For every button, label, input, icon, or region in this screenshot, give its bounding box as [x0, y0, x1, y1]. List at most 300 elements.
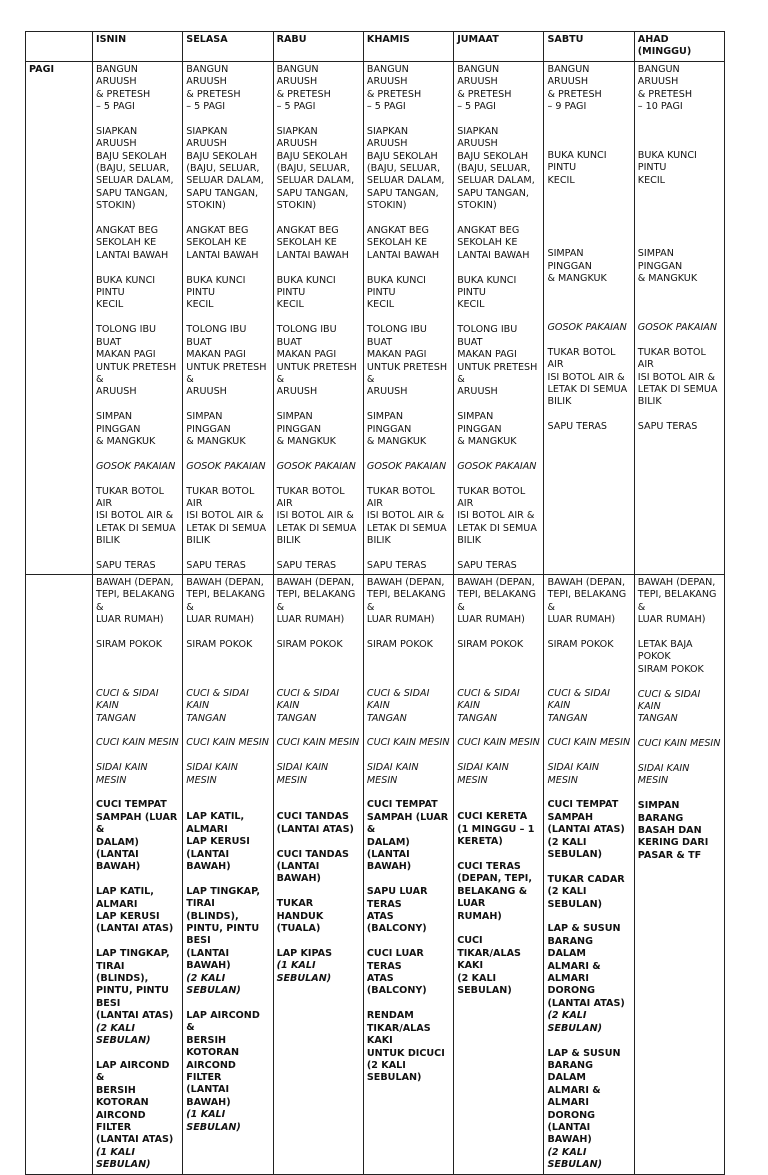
task-line: SAMPAH — [547, 811, 593, 823]
task-item — [638, 800, 721, 862]
task-line: SIMPAN PINGGAN — [547, 248, 592, 272]
task-line: KERETA) — [457, 836, 503, 848]
task-item — [186, 126, 269, 213]
task-item — [186, 225, 269, 262]
task-item — [96, 577, 179, 627]
continued-row — [26, 575, 725, 1175]
task-line: GOSOK PAKAIAN — [637, 322, 718, 334]
task-item — [186, 639, 269, 651]
task-item — [96, 126, 179, 213]
task-item — [457, 737, 540, 749]
task-line: LANTAI BAWAH — [186, 249, 259, 261]
task-line: RUMAH) — [457, 910, 502, 922]
task-line: & PRETESH — [96, 88, 151, 100]
task-item — [277, 688, 360, 725]
task-item — [277, 737, 360, 749]
task-line: (LANTAI BAWAH) — [96, 849, 141, 873]
task-line: TUKAR CADAR — [547, 873, 625, 885]
task-line: LUAR RUMAH) — [457, 614, 525, 626]
task-line: TOLONG IBU BUAT — [186, 324, 247, 348]
task-item — [186, 886, 269, 998]
task-line: – 10 PAGI — [637, 101, 683, 113]
task-line: SIRAM POKOK — [366, 639, 433, 651]
task-item — [547, 1048, 630, 1172]
task-line: SAPU TANGAN, — [96, 187, 168, 199]
task-item — [457, 275, 540, 312]
task-line: DALAM) — [366, 836, 410, 848]
task-line: LANTAI BAWAH — [96, 249, 169, 261]
task-line: BANGUN ARUUSH — [186, 63, 229, 88]
task-line: BANGUN ARUUSH — [637, 63, 680, 88]
task-line: BERSIH KOTORAN — [186, 1034, 239, 1059]
task-line: & MANGKUK — [637, 273, 698, 285]
task-line: BAWAH (DEPAN, — [637, 577, 716, 588]
task-line: SAPU TANGAN, — [366, 187, 439, 199]
task-line: BERSIH KOTORAN — [96, 1084, 149, 1109]
task-line: MAKAN PAGI — [96, 349, 156, 361]
task-item — [457, 560, 540, 572]
task-line: LAP & SUSUN — [547, 1047, 621, 1059]
task-line: ALMARI & ALMARI — [547, 1084, 601, 1109]
task-line: DORONG — [547, 985, 596, 997]
task-line: GOSOK PAKAIAN — [547, 322, 627, 334]
task-item — [277, 461, 360, 473]
task-line: (BAJU, SELUAR, — [186, 163, 260, 175]
task-line: – 5 PAGI — [366, 101, 406, 113]
task-line: LETAK DI SEMUA — [366, 522, 447, 534]
task-line: – 9 PAGI — [547, 101, 587, 113]
task-item — [547, 577, 630, 627]
task-line: BILIK — [457, 535, 482, 547]
task-line: ANGKAT BEG — [366, 225, 429, 237]
task-line: (2 KALI SEBULAN) — [547, 1146, 603, 1171]
task-line: DALAM) — [96, 836, 139, 848]
task-line: DORONG — [547, 1109, 596, 1121]
task-item — [457, 639, 540, 651]
task-line: SEKOLAH KE — [186, 237, 247, 249]
task-line: BAJU SEKOLAH — [366, 150, 438, 162]
task-item — [277, 64, 360, 114]
task-line: BAWAH (DEPAN, — [547, 577, 626, 588]
task-line: GOSOK PAKAIAN — [96, 460, 176, 472]
task-item — [367, 126, 450, 213]
task-item — [96, 688, 179, 725]
task-line: SIMPAN PINGGAN — [457, 411, 502, 435]
task-line: BILIK — [96, 535, 120, 547]
task-line: GOSOK PAKAIAN — [457, 460, 537, 472]
task-line: SIDAI KAIN MESIN — [637, 763, 690, 787]
task-line: SIDAI KAIN MESIN — [276, 762, 329, 786]
header-day-selasa: SELASA — [183, 32, 273, 62]
task-line: BAWAH (DEPAN, — [366, 577, 445, 588]
task-item — [186, 737, 269, 749]
task-line: LAP AIRCOND & — [96, 1059, 170, 1084]
task-item — [457, 64, 540, 114]
task-line: (LANTAI ATAS) — [547, 997, 625, 1009]
task-line: CUCI TIKAR/ALAS — [457, 935, 521, 959]
task-line: CUCI & SIDAI KAIN — [547, 687, 611, 712]
task-line: (1 KALI SEBULAN) — [186, 1109, 241, 1133]
task-line: SIMPAN PINGGAN — [637, 248, 683, 272]
day-cell — [93, 61, 183, 575]
task-line: SIDAI KAIN MESIN — [457, 762, 509, 786]
task-item — [96, 737, 179, 749]
task-line: TEPI, BELAKANG & — [547, 589, 627, 613]
task-line: TUKAR BOTOL AIR — [547, 346, 616, 371]
task-line: CUCI TEMPAT — [547, 799, 619, 811]
task-line: (BAJU, SELUAR, — [96, 163, 170, 175]
task-line: SIRAM POKOK — [547, 639, 614, 651]
task-line: SEKOLAH KE — [96, 237, 157, 249]
task-line: LUAR RUMAH) — [186, 614, 254, 626]
day-cell — [544, 61, 634, 575]
task-line: STOKIN) — [276, 200, 317, 212]
task-line: SIRAM POKOK — [637, 663, 704, 675]
task-line: GOSOK PAKAIAN — [276, 460, 356, 472]
task-line: ANGKAT BEG — [96, 225, 159, 237]
task-line: (LANTAI ATAS) — [96, 1134, 174, 1146]
task-line: SIMPAN PINGGAN — [276, 411, 321, 435]
task-item — [457, 411, 540, 448]
task-item — [638, 689, 721, 726]
header-day-isnin: ISNIN — [93, 32, 183, 62]
task-line: LETAK DI SEMUA — [276, 522, 357, 534]
task-line: ISI BOTOL AIR & — [276, 510, 354, 522]
task-line: (2 KALI SEBULAN) — [547, 836, 603, 861]
task-line: LAP KERUSI — [96, 911, 160, 923]
task-item — [638, 64, 721, 114]
task-line: BAJU SEKOLAH — [457, 150, 529, 162]
task-line: (BAJU, SELUAR, — [366, 163, 441, 175]
task-line: TEPI, BELAKANG & — [96, 589, 175, 613]
task-line: KECIL — [186, 299, 214, 311]
task-line: (2 KALI SEBULAN) — [96, 1022, 151, 1047]
task-item — [638, 347, 721, 409]
task-item — [367, 948, 450, 998]
task-line: LANTAI BAWAH — [366, 249, 440, 261]
task-item — [96, 275, 179, 312]
task-item — [367, 737, 450, 749]
task-line: SAPU TANGAN, — [276, 187, 349, 199]
task-line: TOLONG IBU BUAT — [276, 324, 337, 348]
task-line: CUCI KAIN MESIN — [96, 737, 179, 749]
task-line: ISI BOTOL AIR & — [637, 371, 715, 383]
day-cell — [634, 575, 724, 1175]
task-line: AIRCOND FILTER — [186, 1059, 236, 1083]
task-item — [367, 486, 450, 548]
task-line: CUCI KAIN MESIN — [186, 737, 269, 749]
task-line: LUAR RUMAH) — [637, 614, 706, 626]
task-item — [367, 225, 450, 262]
task-line: SIMPAN BARANG — [637, 800, 684, 824]
task-line: TANGAN — [457, 712, 498, 724]
task-line: ISI BOTOL AIR & — [366, 510, 445, 522]
task-line: & MANGKUK — [457, 435, 517, 447]
task-line: LAP TINGKAP, — [186, 885, 260, 897]
task-item — [277, 577, 360, 627]
task-line: (2 KALI SEBULAN) — [547, 1010, 603, 1034]
task-item — [186, 811, 269, 873]
task-line: SELUAR DALAM, — [186, 175, 264, 187]
task-line: SELUAR DALAM, — [366, 175, 445, 187]
task-item — [367, 886, 450, 936]
task-line: (LANTAI BAWAH) — [547, 1121, 592, 1146]
task-line: (LANTAI BAWAH) — [366, 849, 412, 873]
pagi-row — [26, 61, 725, 575]
task-item — [547, 248, 630, 285]
task-item — [367, 411, 450, 448]
task-line: SIAPKAN ARUUSH — [457, 125, 499, 150]
task-line: BILIK — [547, 396, 572, 408]
task-item — [277, 898, 360, 935]
task-line: LUAR RUMAH) — [547, 614, 616, 626]
task-line: LAP KATIL, — [96, 886, 154, 898]
task-item — [457, 324, 540, 398]
day-cell — [634, 61, 724, 575]
task-item — [96, 324, 179, 398]
task-line: BUKA KUNCI PINTU — [96, 274, 156, 299]
task-line: TANGAN — [186, 712, 227, 724]
task-line: – 5 PAGI — [276, 101, 316, 113]
task-item — [186, 688, 269, 725]
task-line: CUCI KAIN MESIN — [276, 737, 360, 749]
task-line: BILIK — [186, 535, 211, 547]
task-line: CUCI TANDAS — [276, 848, 349, 860]
task-item — [638, 150, 721, 187]
task-item — [96, 948, 179, 1047]
task-item — [186, 762, 269, 787]
task-line: ISI BOTOL AIR & — [186, 510, 264, 522]
task-item — [367, 639, 450, 651]
task-line: STOKIN) — [457, 200, 497, 212]
task-item — [96, 461, 179, 473]
task-item — [277, 411, 360, 448]
task-line: MAKAN PAGI — [276, 349, 337, 361]
task-item — [547, 923, 630, 1035]
task-line: BANGUN ARUUSH — [366, 63, 409, 88]
task-line: STOKIN) — [186, 200, 226, 212]
task-item — [547, 762, 630, 787]
task-line: CUCI TANDAS — [276, 811, 349, 823]
task-line: LETAK DI SEMUA — [637, 384, 718, 396]
task-item — [277, 762, 360, 787]
task-item — [96, 799, 179, 873]
task-item — [638, 248, 721, 285]
task-line: (LANTAI ATAS) — [96, 1010, 174, 1022]
task-item — [96, 560, 179, 572]
task-item — [457, 861, 540, 923]
task-item — [367, 560, 450, 572]
task-line: (LANTAI ATAS) — [96, 923, 174, 935]
task-line: BANGUN ARUUSH — [96, 63, 138, 88]
task-line: LANTAI BAWAH — [457, 249, 530, 261]
task-line: BUKA KUNCI PINTU — [457, 274, 517, 299]
day-cell — [93, 575, 183, 1175]
task-line: CUCI & SIDAI KAIN — [96, 687, 159, 712]
task-item — [277, 324, 360, 398]
task-line: (TUALA) — [276, 923, 321, 935]
task-line: TIKAR/ALAS KAKI — [366, 1022, 431, 1047]
task-line: CUCI KAIN MESIN — [547, 737, 631, 749]
task-line: SAPU TERAS — [276, 559, 337, 571]
task-line: & MANGKUK — [366, 435, 427, 447]
task-item — [367, 461, 450, 473]
task-line: (LANTAI ATAS) — [547, 824, 625, 836]
task-item — [457, 577, 540, 627]
task-line: MAKAN PAGI — [457, 349, 517, 361]
task-line: TUKAR HANDUK — [276, 898, 324, 922]
task-line: ISI BOTOL AIR & — [457, 510, 535, 522]
task-line: SIMPAN PINGGAN — [96, 411, 141, 435]
task-line: LAP KERUSI — [186, 836, 250, 848]
task-line: SAPU LUAR TERAS — [366, 886, 428, 910]
task-line: ISI BOTOL AIR & — [96, 510, 174, 522]
task-line: CUCI KAIN MESIN — [366, 737, 450, 749]
task-line: SEKOLAH KE — [276, 237, 337, 249]
task-item — [96, 886, 179, 936]
task-line: RENDAM — [366, 1010, 414, 1022]
task-line: (BALCONY) — [366, 985, 427, 997]
task-line: TANGAN — [366, 712, 407, 724]
task-line: KERING DARI — [637, 837, 709, 849]
task-line: TIRAI (BLINDS), — [186, 898, 239, 922]
task-item — [547, 347, 630, 409]
task-line: UNTUK PRETESH & — [96, 361, 177, 385]
header-day-jumaat: JUMAAT — [454, 32, 544, 62]
task-line: ATAS (BALCONY) — [366, 911, 427, 935]
task-line: UNTUK PRETESH & — [186, 361, 267, 385]
task-line: SIRAM POKOK — [186, 639, 253, 651]
task-line: PASAR & TF — [637, 849, 702, 861]
task-item — [638, 763, 721, 788]
day-cell — [454, 61, 544, 575]
task-line: SAMPAH (LUAR & — [366, 811, 449, 836]
task-line: BUKA KUNCI PINTU — [547, 149, 607, 174]
task-line: CUCI & SIDAI KAIN — [637, 688, 701, 713]
task-line: SAPU TERAS — [457, 559, 517, 571]
task-line: BANGUN ARUUSH — [547, 63, 590, 88]
task-line: SIDAI KAIN MESIN — [186, 762, 238, 786]
task-line: TEPI, BELAKANG & — [186, 589, 266, 613]
task-line: LETAK DI SEMUA — [457, 522, 537, 534]
task-line: CUCI & SIDAI KAIN — [276, 687, 340, 712]
task-line: (DEPAN, TEPI, — [457, 873, 533, 885]
day-cell — [454, 575, 544, 1175]
task-item — [277, 560, 360, 572]
task-line: TUKAR BOTOL AIR — [186, 485, 255, 509]
task-line: BILIK — [366, 535, 391, 547]
day-cell — [363, 61, 453, 575]
task-line: LUAR RUMAH) — [276, 614, 345, 626]
schedule-table-page-1 — [25, 31, 725, 575]
task-line: ANGKAT BEG — [457, 225, 520, 237]
task-line: CUCI KERETA — [457, 811, 528, 823]
task-line: SIRAM POKOK — [276, 639, 343, 651]
task-item — [367, 64, 450, 114]
task-line: SAPU TERAS — [366, 559, 427, 571]
task-line: TUKAR BOTOL AIR — [276, 485, 345, 509]
task-line: LUAR RUMAH) — [366, 614, 435, 626]
task-line: TIRAI (BLINDS), — [96, 960, 149, 985]
row-label-pagi: PAGI — [26, 61, 93, 575]
task-line: (LANTAI BAWAH) — [276, 861, 321, 885]
task-line: CUCI & SIDAI KAIN — [186, 687, 249, 712]
task-line: ALMARI & ALMARI — [547, 960, 601, 985]
task-line: SIDAI KAIN MESIN — [547, 762, 600, 786]
task-line: ALMARI — [96, 898, 138, 910]
task-line: SIAPKAN ARUUSH — [366, 125, 409, 150]
task-line: UNTUK PRETESH & — [276, 361, 357, 385]
task-item — [638, 322, 721, 334]
task-line: TUKAR BOTOL AIR — [366, 485, 435, 509]
task-line: & PRETESH — [366, 88, 422, 100]
task-line: (LANTAI BAWAH) — [186, 848, 231, 873]
task-line: BAWAH (DEPAN, — [186, 577, 264, 588]
day-cell — [183, 61, 273, 575]
task-item — [547, 639, 630, 651]
task-line: SAPU TERAS — [96, 559, 156, 571]
task-line: CUCI KAIN MESIN — [637, 738, 721, 750]
task-line: SEKOLAH KE — [457, 237, 518, 249]
task-line: SAPU TANGAN, — [457, 187, 529, 199]
task-line: (BAJU, SELUAR, — [276, 163, 350, 175]
task-line: BAJU SEKOLAH — [186, 150, 258, 162]
task-item — [547, 322, 630, 334]
header-day-sabtu: SABTU — [544, 32, 634, 62]
task-item — [186, 486, 269, 548]
task-item — [186, 411, 269, 448]
task-line: SAPU TERAS — [547, 421, 608, 433]
task-line: SIAPKAN ARUUSH — [186, 125, 228, 150]
task-item — [457, 461, 540, 473]
task-item — [277, 486, 360, 548]
task-item — [277, 126, 360, 213]
task-line: SAPU TERAS — [186, 559, 246, 571]
task-line: TUKAR BOTOL AIR — [457, 485, 526, 509]
task-item — [457, 126, 540, 213]
task-item — [277, 948, 360, 985]
task-item — [547, 64, 630, 114]
task-line: PINTU, PINTU BESI — [186, 923, 260, 947]
task-line: TOLONG IBU BUAT — [457, 324, 518, 348]
task-line: LAP & SUSUN — [547, 923, 621, 935]
task-line: (LANTAI ATAS) — [276, 823, 354, 835]
day-cell — [363, 575, 453, 1175]
task-item — [186, 324, 269, 398]
task-item — [277, 275, 360, 312]
day-cell — [273, 61, 363, 575]
task-line: (1 KALI SEBULAN) — [276, 960, 332, 984]
task-item — [547, 150, 630, 187]
task-line: BILIK — [276, 535, 301, 547]
task-line: BAWAH (DEPAN, — [276, 577, 355, 588]
task-line: LANTAI BAWAH — [276, 249, 349, 261]
task-item — [457, 762, 540, 787]
task-line: – 5 PAGI — [96, 101, 135, 113]
task-line: LAP KIPAS — [276, 947, 332, 959]
task-line: KECIL — [547, 174, 575, 186]
task-line: UNTUK DICUCI — [366, 1047, 445, 1059]
task-line: (1 KALI SEBULAN) — [96, 1146, 151, 1171]
task-item — [277, 849, 360, 886]
task-line: & PRETESH — [276, 88, 331, 100]
task-line: TEPI, BELAKANG & — [276, 589, 356, 613]
header-row — [26, 32, 725, 62]
task-line: KECIL — [366, 299, 395, 311]
task-item — [277, 639, 360, 651]
task-item — [547, 421, 630, 433]
task-line: CUCI TEMPAT — [366, 799, 438, 811]
